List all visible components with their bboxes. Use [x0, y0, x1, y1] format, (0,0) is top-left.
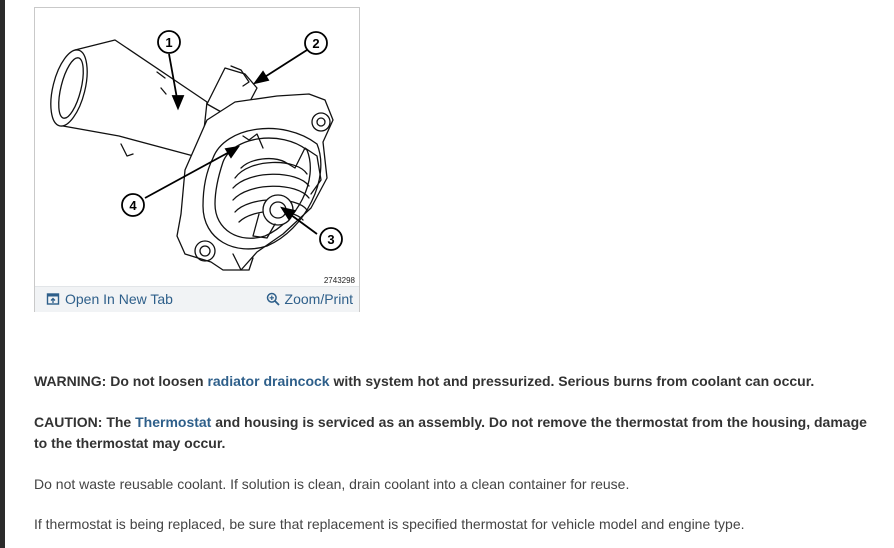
svg-text:2: 2 [312, 36, 320, 51]
svg-text:1: 1 [165, 35, 173, 50]
thermostat-link[interactable]: Thermostat [135, 414, 212, 430]
warning-text: WARNING: Do not loosen radiator draincock with system hot and pressurized. Serious burns from coolant can occur. [34, 373, 815, 389]
coolant-paragraph: Do not waste reusable coolant. If solution is clean, drain coolant into a clean container for reuse. [34, 476, 630, 492]
thermostat-figure [34, 7, 360, 312]
zoom-print-label: Zoom/Print [284, 291, 353, 307]
zoom-print-link[interactable] [266, 291, 353, 307]
callout-3 [320, 228, 342, 250]
magnifier-plus-icon [266, 292, 280, 306]
open-in-new-tab-link[interactable] [46, 291, 173, 307]
open-in-new-tab-label: Open In New Tab [65, 291, 173, 307]
callout-2 [305, 32, 327, 54]
callout-4 [122, 194, 144, 216]
callout-1 [158, 31, 180, 53]
radiator-draincock-link[interactable]: radiator draincock [207, 373, 330, 389]
figure-id: 2743298 [323, 276, 355, 285]
replacement-paragraph: If thermostat is being replaced, be sure that replacement is specified thermostat for vehicle model and engine type. [34, 516, 745, 532]
svg-text:3: 3 [327, 232, 335, 247]
thermostat-diagram [35, 8, 359, 286]
figure-toolbar [35, 286, 359, 312]
svg-text:4: 4 [129, 198, 137, 213]
caution-text: CAUTION: The Thermostat and housing is serviced as an assembly. Do not remove the thermostat from the housing, damage to the thermostat may occur. [34, 414, 867, 451]
open-in-new-tab-icon [46, 292, 60, 306]
left-panel-edge [0, 0, 5, 548]
